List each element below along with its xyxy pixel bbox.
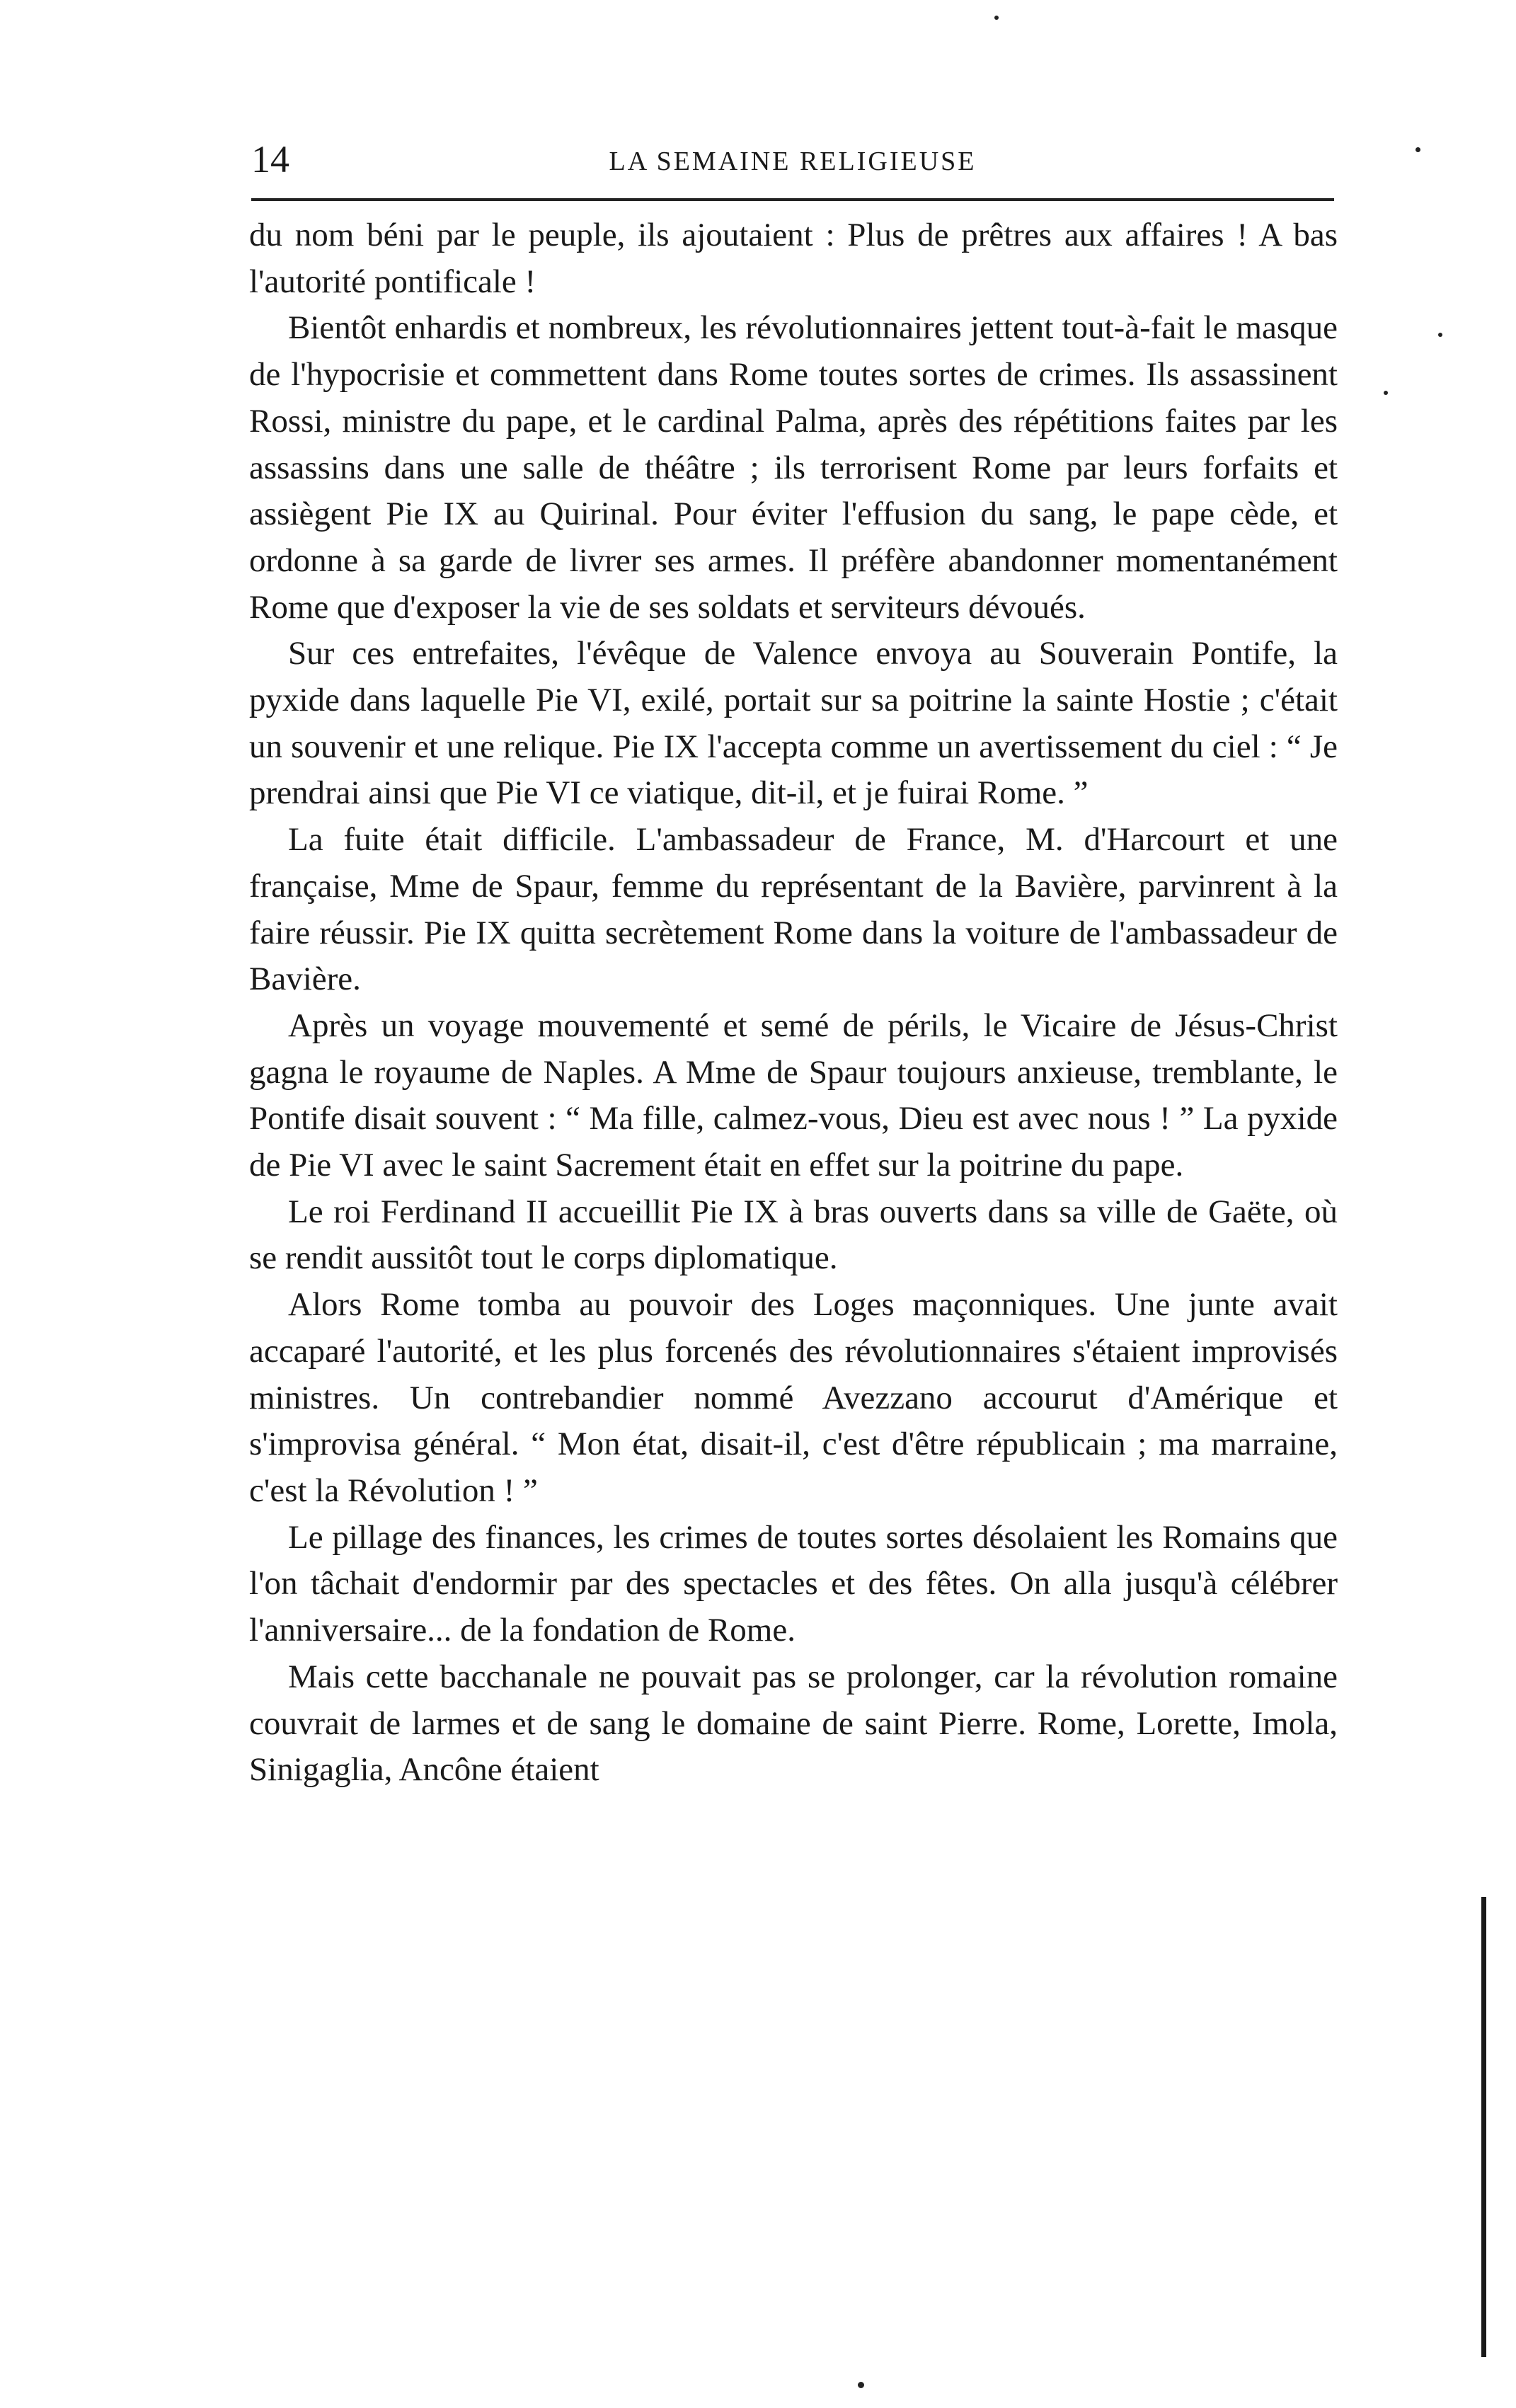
scan-speck (858, 2382, 864, 2388)
paragraph: du nom béni par le peuple, ils ajoutaient : Plus de prêtres aux affaires ! A bas l'autorité pontificale ! (249, 217, 1338, 300)
scan-edge-mark (1481, 1897, 1486, 2357)
scan-speck (994, 16, 999, 20)
page-number: 14 (251, 138, 289, 180)
body-text (249, 212, 1338, 1794)
paragraph: Le roi Ferdinand II accueillit Pie IX à bras ouverts dans sa ville de Gaëte, où se rendit aussitôt tout le corps diplomatique. (249, 1193, 1338, 1277)
running-title: LA SEMAINE RELIGIEUSE (609, 147, 977, 176)
scan-speck (1384, 391, 1388, 395)
paragraph: Alors Rome tomba au pouvoir des Loges maçonniques. Une junte avait accaparé l'autorité, et les plus forcenés des révolutionnaires s'étaient improvisés ministres. Un contrebandier nommé Avezzano accourut d'Amérique et s'improvisa général. “ Mon état, disait-il, c'est d'être républicain ; ma marraine, c'est la Révolution ! ” (249, 1286, 1338, 1509)
header-rule (251, 198, 1334, 201)
paragraph: Le pillage des finances, les crimes de toutes sortes désolaient les Romains que l'on tâchait d'endormir par des spectacles et des fêtes. On alla jusqu'à célébrer l'anniversaire... de la fondation de Rome. (249, 1518, 1338, 1649)
paragraph: Après un voyage mouvementé et semé de périls, le Vicaire de Jésus-Christ gagna le royaume de Naples. A Mme de Spaur toujours anxieuse, tremblante, le Pontife disait souvent : “ Ma fille, calmez-vous, Dieu est avec nous ! ” La pyxide de Pie VI avec le saint Sacrement était en effet sur la poitrine du pape. (249, 1007, 1338, 1184)
paragraph: Sur ces entrefaites, l'évêque de Valence envoya au Souverain Pontife, la pyxide dans laquelle Pie VI, exilé, portait sur sa poitrine la sainte Hostie ; c'était un souvenir et une relique. Pie IX l'accepta comme un avertissement du ciel : “ Je prendrai ainsi que Pie VI ce viatique, dit-il, et je fuirai Rome. ” (249, 635, 1338, 812)
scan-speck (1438, 333, 1442, 337)
scan-speck (1415, 147, 1420, 152)
page-header (251, 138, 1334, 188)
paragraph: Bientôt enhardis et nombreux, les révolutionnaires jettent tout-à-fait le masque de l'hypocrisie et commettent dans Rome toutes sortes de crimes. Ils assassinent Rossi, ministre du pape, et le cardinal Palma, après des répétitions faites par les assassins dans une salle de théâtre ; ils terrorisent Rome par leurs forfaits et assiègent Pie IX au Quirinal. Pour éviter l'effusion du sang, le pape cède, et ordonne à sa garde de livrer ses armes. Il préfère abandonner momentanément Rome que d'exposer la vie de ses soldats et serviteurs dévoués. (249, 309, 1338, 626)
paragraph: La fuite était difficile. L'ambassadeur de France, M. d'Harcourt et une française, Mme de Spaur, femme du représentant de la Bavière, parvinrent à la faire réussir. Pie IX quitta secrètement Rome dans la voiture de l'ambassadeur de Bavière. (249, 821, 1338, 998)
paragraph: Mais cette bacchanale ne pouvait pas se prolonger, car la révolution romaine couvrait de larmes et de sang le domaine de saint Pierre. Rome, Lorette, Imola, Sinigaglia, Ancône étaient (249, 1658, 1338, 1789)
